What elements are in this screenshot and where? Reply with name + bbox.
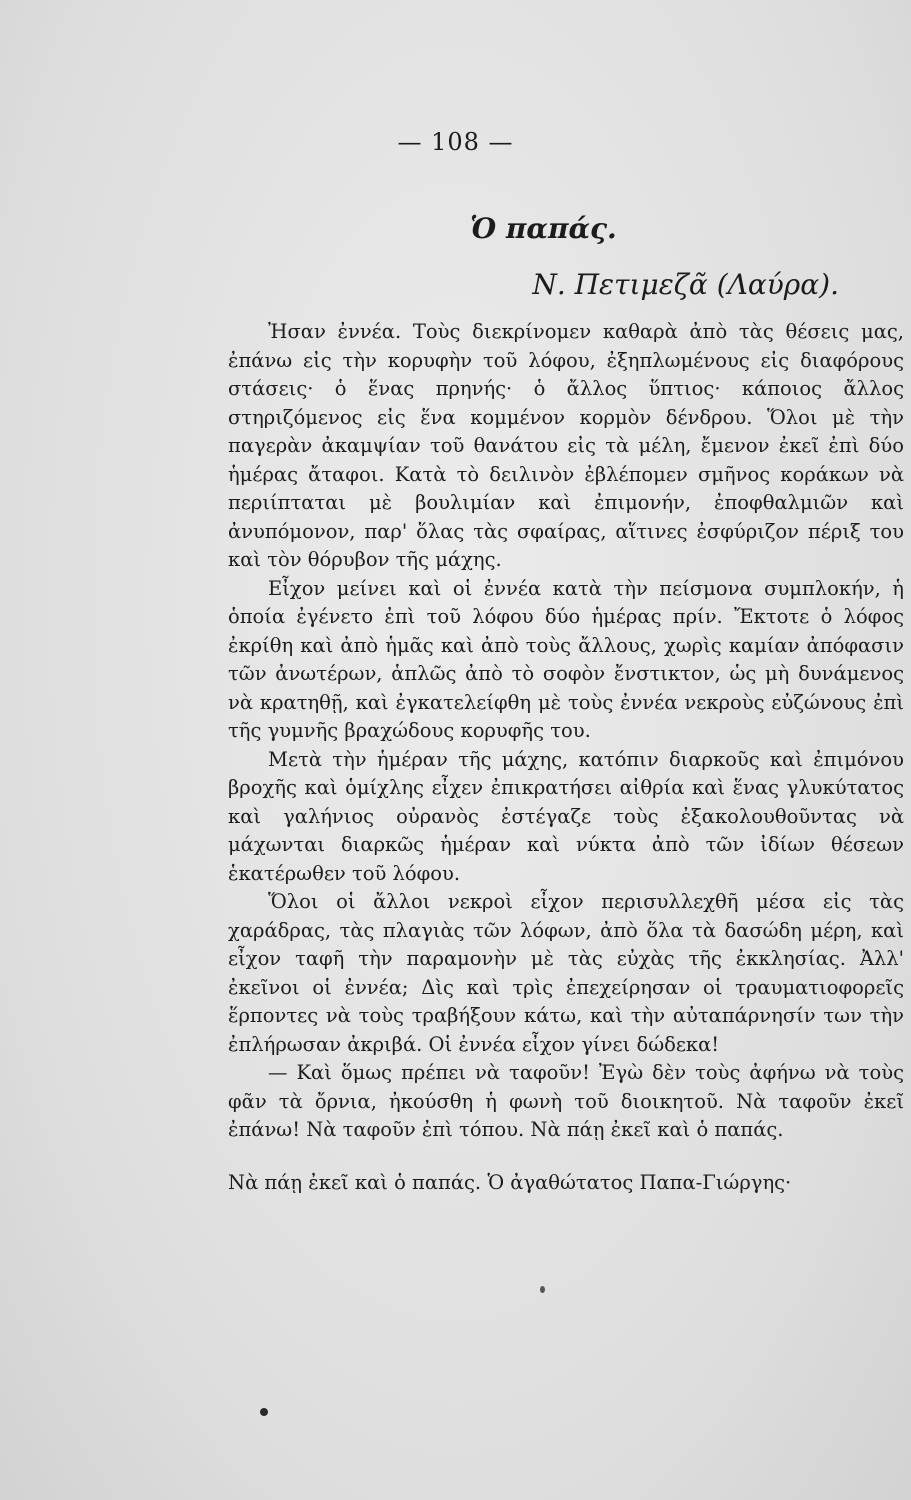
paragraph-2: Εἶχον μείνει καὶ οἱ ἐννέα κατὰ τὴν πείσμονα συμπλοκήν, ἡ ὁποία ἐγένετο ἐπὶ τοῦ λόφου δύο ἡμέρας πρίν. Ἔκτοτε ὁ λόφος ἐκρίθη καὶ ἀπὸ ἡμᾶς καὶ ἀπὸ τοὺς ἄλλους, χωρὶς καμίαν ἀπόφασιν τῶν ἀνωτέρων, ἁπλῶς ἀπὸ τὸ σοφὸν ἔνστικτον, ὡς μὴ δυνάμενος νὰ κρατηθῇ, καὶ ἐγκατελείφθη μὲ τοὺς ἐννέα νεκροὺς εὐζώνους ἐπὶ τῆς γυμνῆς βραχώδους κορυφῆς του.: [228, 576, 904, 742]
ink-dot: [260, 1408, 268, 1416]
paragraph-5: — Καὶ ὅμως πρέπει νὰ ταφοῦν! Ἐγὼ δὲν τοὺς ἀφήνω νὰ τοὺς φᾶν τὰ ὄρνια, ἠκούσθη ἡ φωνὴ τοῦ διοικητοῦ. Νὰ ταφοῦν ἐκεῖ ἐπάνω! Νὰ ταφοῦν ἐπὶ τόπου. Νὰ πάῃ ἐκεῖ καὶ ὁ παπάς.: [228, 1061, 904, 1141]
story-body: [228, 318, 904, 1197]
story-title: Ὁ παπάς.: [470, 212, 617, 245]
page-number: — 108 —: [397, 128, 514, 156]
paragraph-6: Νὰ πάῃ ἐκεῖ καὶ ὁ παπάς. Ὁ ἀγαθώτατος Παπα-Γιώργης·: [228, 1170, 792, 1194]
ink-smudge: [540, 1286, 545, 1293]
paragraph-4: Ὅλοι οἱ ἄλλοι νεκροὶ εἶχον περισυλλεχθῆ μέσα εἰς τὰς χαράδρας, τὰς πλαγιὰς τῶν λόφων, ἀπὸ ὅλα τὰ δασώδη μέρη, καὶ εἶχον ταφῆ τὴν παραμονὴν μὲ τὰς εὐχὰς τῆς ἐκκλησίας. Ἀλλ' ἐκεῖνοι οἱ ἐννέα; Δὶς καὶ τρὶς ἐπεχείρησαν οἱ τραυματιοφορεῖς ἕρποντες νὰ τοὺς τραβήξουν κάτω, καὶ τὴν αὐταπάρνησίν των τὴν ἐπλήρωσαν ἀκριβά. Οἱ ἐννέα εἶχον γίνει δώδεκα!: [228, 890, 904, 1056]
paragraph-1: Ἠσαν ἐννέα. Τοὺς διεκρίνομεν καθαρὰ ἀπὸ τὰς θέσεις μας, ἐπάνω εἰς τὴν κορυφὴν τοῦ λόφου, ἐξηπλωμένους εἰς διαφόρους στάσεις· ὁ ἕνας πρηνής· ὁ ἄλλος ὕπτιος· κάποιος ἄλλος στηριζόμενος εἰς ἕνα κομμένον κορμὸν δένδρου. Ὅλοι μὲ τὴν παγερὰν ἀκαμψίαν τοῦ θανάτου εἰς τὰ μέλη, ἔμενον ἐκεῖ ἐπὶ δύο ἡμέρας ἄταφοι. Κατὰ τὸ δειλινὸν ἐβλέπομεν σμῆνος κοράκων νὰ περιίπταται μὲ βουλιμίαν καὶ ἐπιμονήν, ἐποφθαλμιῶν καὶ ἀνυπόμονον, παρ' ὅλας τὰς σφαίρας, αἵτινες ἐσφύριζον πέριξ του καὶ τὸν θόρυβον τῆς μάχης.: [228, 320, 904, 571]
author-line: Ν. Πετιμεζᾶ (Λαύρα).: [532, 268, 839, 301]
paragraph-3: Μετὰ τὴν ἡμέραν τῆς μάχης, κατόπιν διαρκοῦς καὶ ἐπιμόνου βροχῆς καὶ ὁμίχλης εἶχεν ἐπικρατήσει αἰθρία καὶ ἕνας γλυκύτατος καὶ γαλήνιος οὐρανὸς ἐστέγαζε τοὺς ἐξακολουθοῦντας νὰ μάχωνται διαρκῶς ἡμέραν καὶ νύκτα ἀπὸ τῶν ἰδίων θέσεων ἑκατέρωθεν τοῦ λόφου.: [228, 747, 904, 885]
